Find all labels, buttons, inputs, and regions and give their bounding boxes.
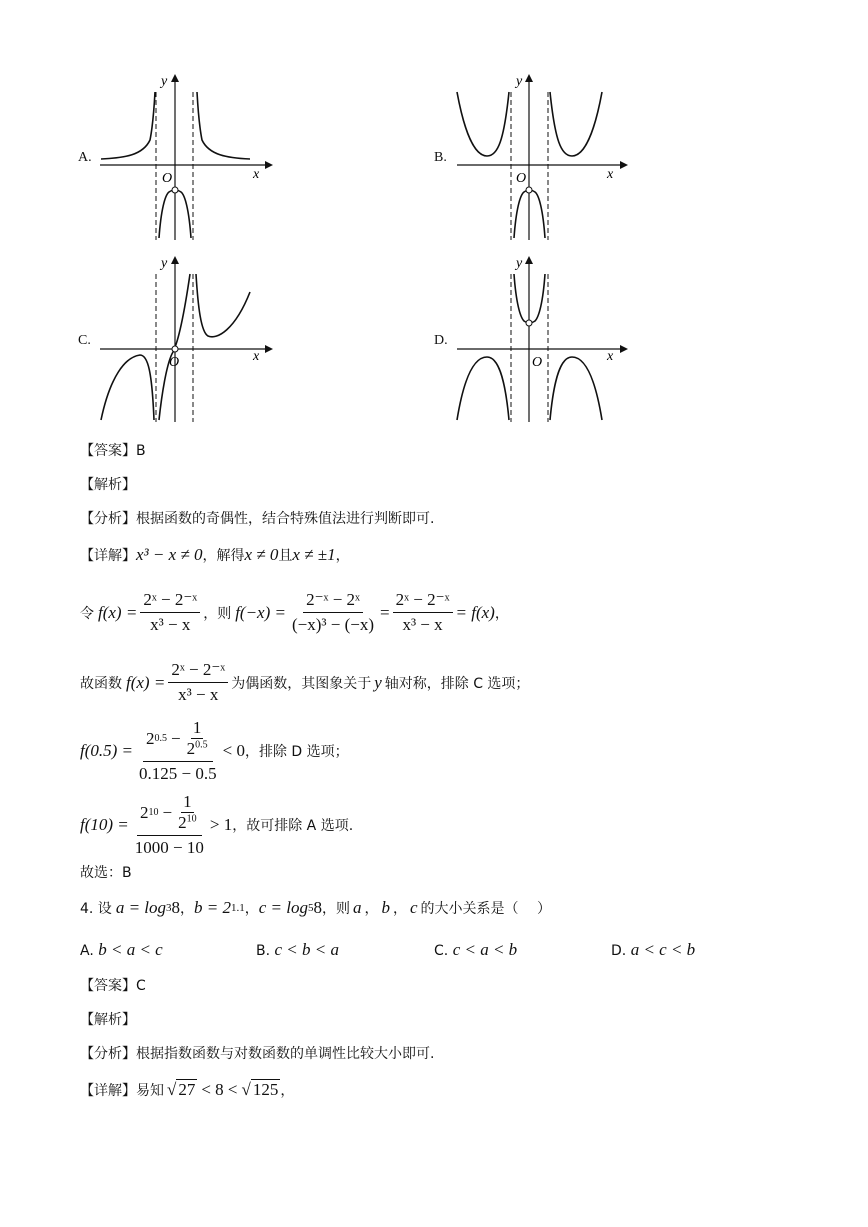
f05-lhs: f(0.5) = <box>80 741 134 760</box>
q3-analysis-tag: 【解析】 <box>80 477 136 493</box>
sqrt-125: √ 125 <box>241 1080 279 1099</box>
even-suffix-1: 为偶函数，其图象关于 <box>231 675 372 692</box>
f-negx-lhs: f(−x) = <box>235 602 286 622</box>
comma: ， <box>494 605 509 622</box>
q4-option-d-label: D. <box>611 943 627 959</box>
q4-var-c: c <box>410 898 418 917</box>
q3-f10-line <box>80 792 353 858</box>
graph-a-x-label: x <box>253 167 260 182</box>
domain-and: 且 <box>278 548 293 564</box>
q4-detail-line <box>80 1080 294 1100</box>
f10-exp: 10 <box>148 807 159 818</box>
even-fx-lhs: f(x) = <box>126 672 166 692</box>
q4-fenxi-line <box>80 1043 434 1063</box>
graph-b-origin: O <box>516 171 527 186</box>
f05-minus: − <box>171 728 181 748</box>
graph-d-origin: O <box>532 355 543 370</box>
q4-c-def: c = log <box>258 898 308 917</box>
graph-b-y-label: y <box>516 74 523 89</box>
option-b-label: B. <box>434 150 447 165</box>
q4-detail-tag: 【详解】 <box>80 1083 136 1099</box>
equals-fx: = f(x) <box>455 602 495 622</box>
detail-tag: 【详解】 <box>80 548 136 564</box>
q4-var-a: a <box>353 898 362 917</box>
q3-parity-line <box>80 590 509 635</box>
graph-c-x-label: x <box>253 349 260 364</box>
fraction-3-den: x³ − x <box>402 615 443 634</box>
q4-inequality: < 8 < <box>201 1080 238 1099</box>
f05-inner-den-exp: 0.5 <box>195 739 208 751</box>
f05-inner-num: 1 <box>192 718 202 737</box>
f05-exp: 0.5 <box>154 733 168 744</box>
fenxi-text: 根据函数的奇偶性，结合特殊值法进行判断即可. <box>136 511 435 527</box>
fraction-1 <box>140 590 200 635</box>
q4-option-b-label: B. <box>256 943 271 959</box>
q4-option-d <box>611 940 695 960</box>
fraction-f10-den: 1000 − 10 <box>134 838 204 857</box>
q4-option-a <box>80 940 163 960</box>
fraction-even-den: x³ − x <box>178 685 219 704</box>
domain-condition: x³ − x ≠ 0 <box>136 545 203 564</box>
fraction-2 <box>289 590 377 635</box>
q4-sep-1: ， <box>180 901 195 917</box>
f10-inner-den-exp: 10 <box>186 813 197 825</box>
q4-option-b-expr: c < b < a <box>274 940 340 959</box>
q4-answer-tag: 【答案】 <box>80 978 136 994</box>
graph-a <box>95 70 275 245</box>
graph-a-y-label: y <box>161 74 168 89</box>
f10-inner-den-base: 2 <box>178 813 187 832</box>
q4-sep-5: ， <box>393 901 407 917</box>
f05-inner-den-base: 2 <box>186 739 196 758</box>
f10-inner-den <box>176 813 199 833</box>
graph-b <box>452 70 632 245</box>
sqrt-27-radicand: 27 <box>178 1080 196 1099</box>
q4-a-base: 3 <box>166 902 172 914</box>
q4-tail: 的大小关系是（ ） <box>420 901 551 917</box>
q3-detail-line <box>80 545 350 565</box>
even-suffix-2: 轴对称，排除 C 选项； <box>384 675 530 692</box>
answer-tag: 【答案】 <box>80 443 136 459</box>
graph-c-y-label: y <box>161 256 168 271</box>
fraction-f05-num <box>143 718 213 762</box>
fraction-even-num: 2ˣ − 2⁻ˣ <box>168 660 228 683</box>
q4-detail-prefix: 易知 <box>136 1083 164 1099</box>
fraction-2-den: (−x)³ − (−x) <box>292 615 375 634</box>
f10-minus: − <box>162 802 173 822</box>
graph-c <box>95 252 275 427</box>
fx-lhs: f(x) = <box>98 602 138 622</box>
fraction-1-den: x³ − x <box>150 615 191 634</box>
let-text: 令 <box>80 605 94 622</box>
q4-fenxi-text: 根据指数函数与对数函数的单调性比较大小即可. <box>136 1046 435 1062</box>
fraction-1-num: 2ˣ − 2⁻ˣ <box>140 590 200 613</box>
fraction-3-num: 2ˣ − 2⁻ˣ <box>393 590 453 613</box>
q3-answer-line <box>80 440 146 460</box>
q4-fenxi-tag: 【分析】 <box>80 1046 136 1062</box>
graph-d-x-label: x <box>607 349 614 364</box>
option-c-label: C. <box>78 333 91 348</box>
domain-text: ，解得 <box>202 548 245 564</box>
graph-d-y-label: y <box>516 256 523 271</box>
q4-option-a-expr: b < a < c <box>98 940 163 959</box>
q4-stem <box>80 898 551 918</box>
f10-lhs: f(10) = <box>80 815 129 834</box>
fraction-f05-den: 0.125 − 0.5 <box>139 764 217 783</box>
fraction-3 <box>393 590 453 635</box>
f05-inner-den <box>185 739 210 759</box>
q4-c-arg: 8 <box>313 898 322 917</box>
sqrt-125-radicand: 125 <box>252 1080 279 1099</box>
graph-d <box>452 252 632 427</box>
f05-relation: < 0 <box>222 741 245 760</box>
f05-base: 2 <box>146 728 155 748</box>
fraction-f10-inner <box>176 792 199 833</box>
equals-sign: = <box>380 602 390 622</box>
f10-relation: > 1 <box>209 815 233 834</box>
sqrt-27: √ 27 <box>167 1080 196 1099</box>
q4-option-b <box>256 940 339 960</box>
q4-a-def: a = log <box>115 898 167 917</box>
q4-option-d-expr: a < c < b <box>630 940 696 959</box>
fraction-f05 <box>136 718 220 784</box>
q4-answer-line <box>80 975 146 995</box>
fraction-2-num: 2⁻ˣ − 2ˣ <box>303 590 363 613</box>
graph-a-origin: O <box>162 171 173 186</box>
q4-option-c-expr: c < a < b <box>452 940 518 959</box>
q4-detail-end: ， <box>280 1083 295 1099</box>
q3-even-line <box>80 660 529 705</box>
fenxi-tag: 【分析】 <box>80 511 136 527</box>
q4-c-base: 5 <box>308 902 314 914</box>
answer-value: B <box>136 443 146 459</box>
q4-sep-4: ， <box>364 901 379 917</box>
domain-result-1: x ≠ 0 <box>244 545 279 564</box>
fraction-f10 <box>132 792 207 858</box>
q4-a-arg: 8 <box>171 898 181 917</box>
q3-fenxi-line <box>80 508 434 528</box>
q4-var-b: b <box>381 898 390 917</box>
fraction-f05-inner <box>185 718 210 759</box>
q4-number: 4. 设 <box>80 901 112 917</box>
q4-option-a-label: A. <box>80 943 94 959</box>
even-prefix: 故函数 <box>80 675 122 692</box>
graph-c-origin: O <box>169 355 180 370</box>
q4-b-exp: 1.1 <box>231 902 245 914</box>
option-a-label: A. <box>78 150 92 165</box>
q4-option-c <box>434 940 517 960</box>
option-d-label: D. <box>434 333 448 348</box>
q4-sep-2: ， <box>244 901 259 917</box>
q4-option-c-label: C. <box>434 943 449 959</box>
domain-end: ， <box>335 548 350 564</box>
q4-b-def: b = 2 <box>194 898 231 917</box>
f10-inner-num: 1 <box>183 792 192 811</box>
then-text: ，则 <box>203 605 232 622</box>
q3-f05-line <box>80 718 349 784</box>
q4-answer-value: C <box>136 978 146 994</box>
fraction-f10-num <box>137 792 202 836</box>
graph-b-x-label: x <box>607 167 614 182</box>
f10-text: ，故可排除 A 选项. <box>232 818 354 834</box>
even-y-axis: y <box>374 672 382 692</box>
f10-base: 2 <box>140 802 149 822</box>
q3-choice: 故选：B <box>80 865 132 881</box>
q4-analysis-tag: 【解析】 <box>80 1012 136 1028</box>
q4-sep-3: ，则 <box>322 901 350 917</box>
domain-result-2: x ≠ ±1 <box>292 545 336 564</box>
fraction-even <box>168 660 228 705</box>
f05-text: ，排除 D 选项； <box>244 744 349 760</box>
